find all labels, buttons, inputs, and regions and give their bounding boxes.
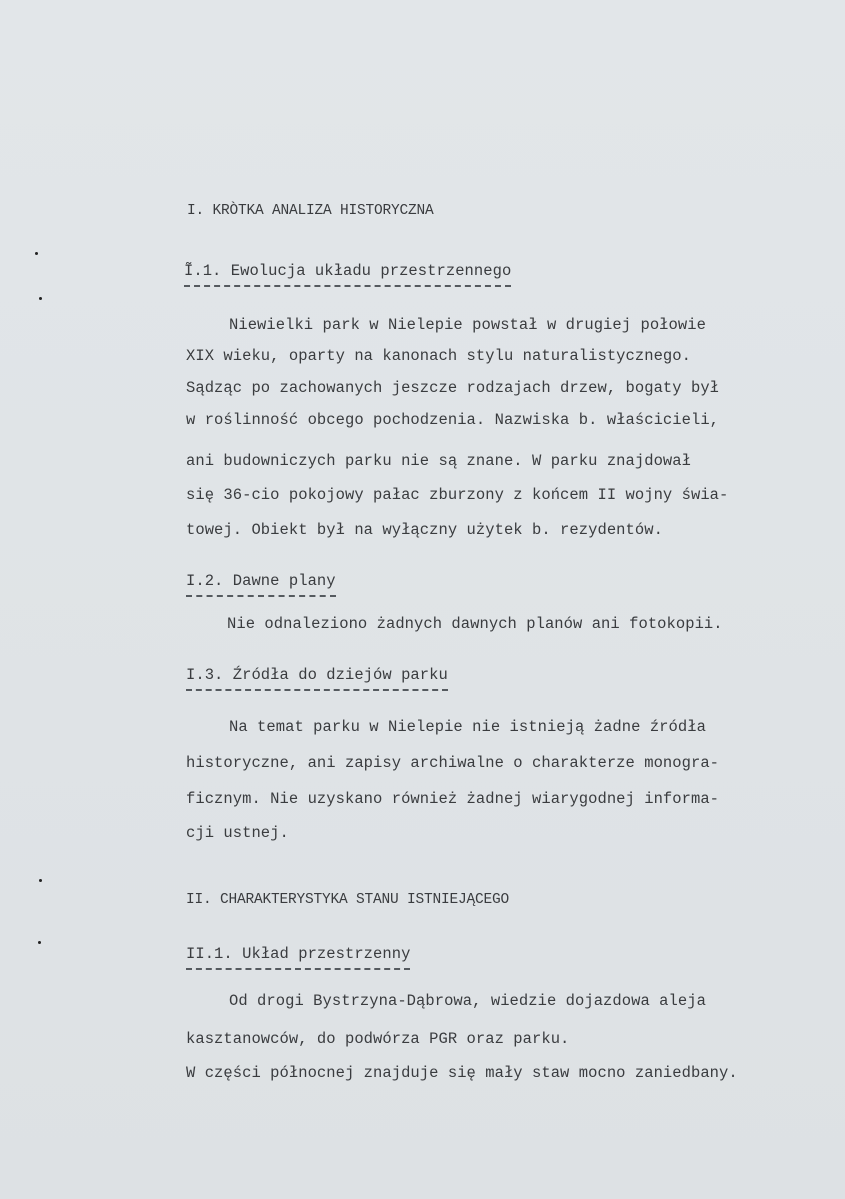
subsection-title: I.3. Źródła do dziejów parku <box>186 665 448 691</box>
paragraph-line: Sądząc po zachowanych jeszcze rodzajach drzew, bogaty był <box>186 379 720 397</box>
paragraph-line: ani budowniczych parku nie są znane. W parku znajdował <box>186 452 691 470</box>
section-title: I. KRÒTKA ANALIZA HISTORYCZNA <box>187 203 434 219</box>
subsection-title: II.1. Układ przestrzenny <box>186 944 410 970</box>
paragraph-line: cji ustnej. <box>186 824 289 842</box>
paragraph-line: kasztanowców, do podwórza PGR oraz parku. <box>186 1030 570 1048</box>
paragraph-line: ficznym. Nie uzyskano również żadnej wiarygodnej informa- <box>186 790 720 808</box>
margin-dot <box>39 879 42 882</box>
paragraph-line: W części północnej znajduje się mały staw mocno zaniedbany. <box>186 1064 738 1082</box>
paragraph-line: się 36-cio pokojowy pałac zburzony z końcem II wojny świa- <box>186 486 729 504</box>
paragraph-line: XIX wieku, oparty na kanonach stylu naturalistycznego. <box>186 347 691 365</box>
subsection-title: I.2. Dawne plany <box>186 571 336 597</box>
margin-dot <box>39 297 42 300</box>
paragraph-line: towej. Obiekt był na wyłączny użytek b. rezydentów. <box>186 521 663 539</box>
section-title: II. CHARAKTERYSTYKA STANU ISTNIEJĄCEGO <box>186 892 510 908</box>
paragraph-line: historyczne, ani zapisy archiwalne o charakterze monogra- <box>186 754 720 772</box>
margin-dot <box>35 252 38 255</box>
paragraph-line: Od drogi Bystrzyna-Dąbrowa, wiedzie dojazdowa aleja <box>229 992 706 1010</box>
margin-dot <box>38 941 41 944</box>
paragraph-line: Niewielki park w Nielepie powstał w drugiej połowie <box>229 316 706 334</box>
paragraph-line: Nie odnaleziono żadnych dawnych planów ani fotokopii. <box>227 615 723 633</box>
paragraph-line: Na temat parku w Nielepie nie istnieją żadne źródła <box>229 718 706 736</box>
paragraph-line: w roślinność obcego pochodzenia. Nazwiska b. właścicieli, <box>186 411 720 429</box>
subsection-title: Ĩ.1. Ewolucja układu przestrzennego <box>184 261 511 287</box>
